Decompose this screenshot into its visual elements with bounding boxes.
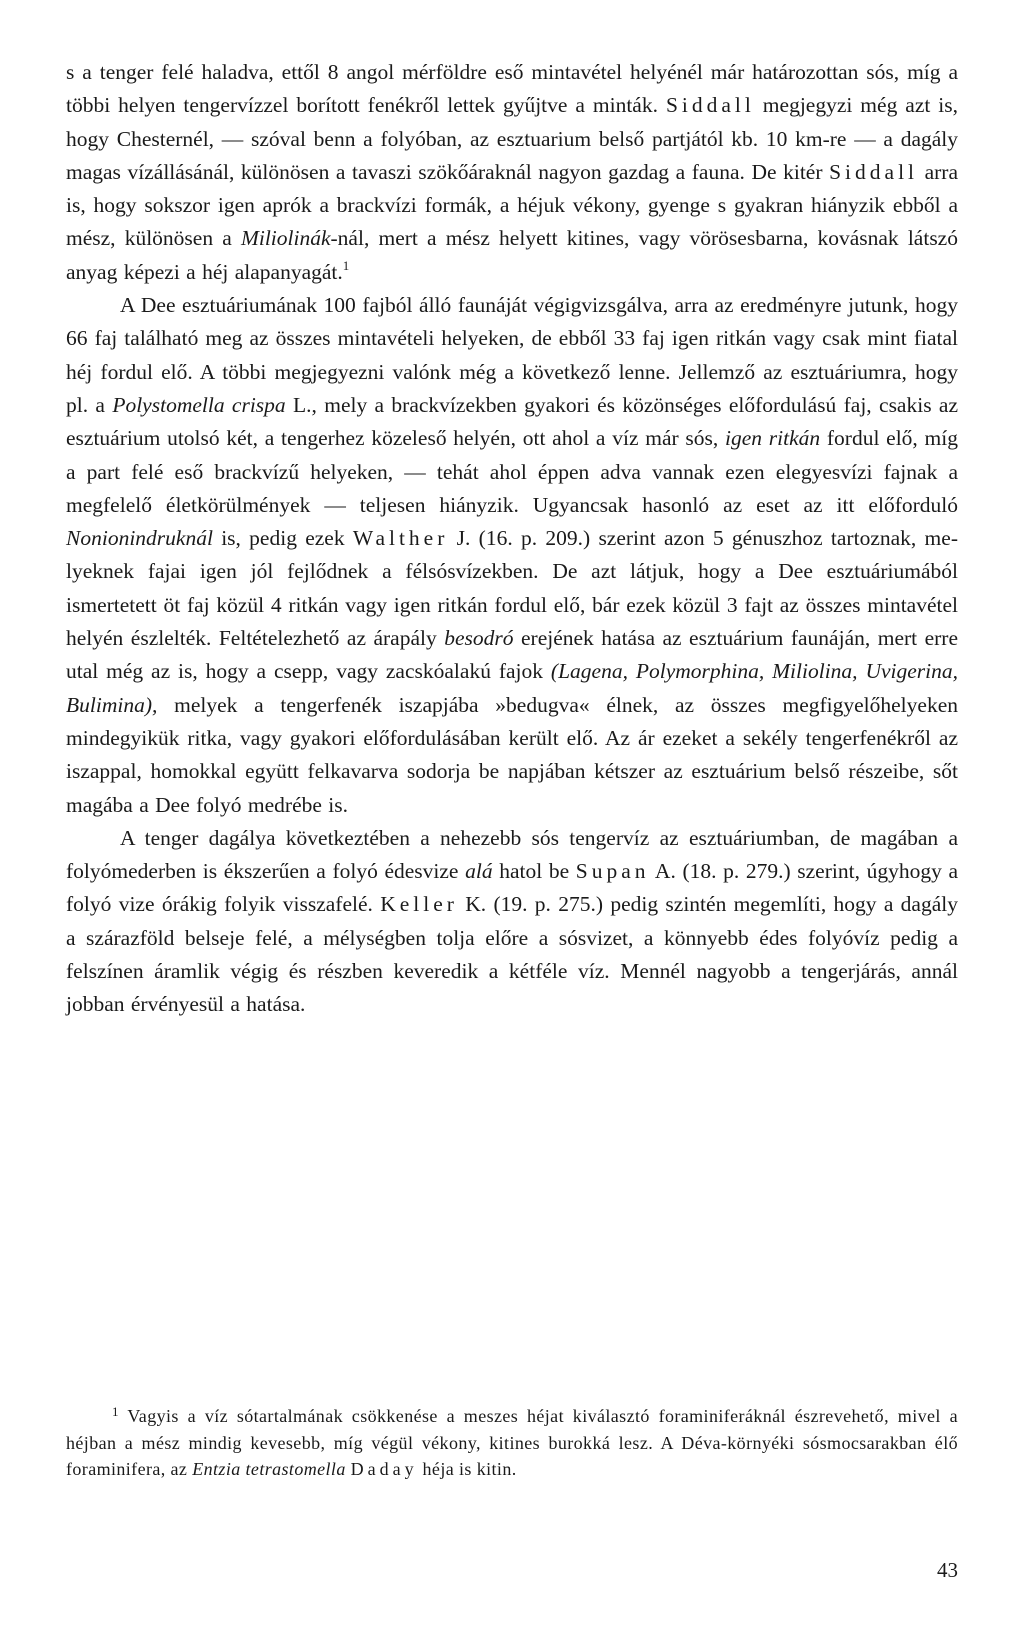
author-name: Daday: [350, 1459, 418, 1479]
author-name: Siddall: [665, 93, 755, 118]
paragraph-3: [66, 822, 958, 1022]
text: s a tenger felé haladva, ettől 8 angol mérföldre eső mintavétel helyénél már határozottan sós, míg a többi helyen tengervízzel borított fenékről lettek gyűjtve a minták.: [66, 60, 958, 118]
taxon-name: Miliolinák: [240, 226, 331, 251]
text: -nál, mert a mész helyett kitines, vagy vörösesbarna, kovásnak látszó anyag képezi a héj alapanyagát.: [66, 226, 958, 284]
emphasis: igen ritkán: [725, 426, 821, 451]
author-name: Walther: [352, 526, 449, 551]
text: Vagyis a víz sótartalmának csökkenése a meszes héjat kiválasztó foraminiferáknál észrevehető, mivel a héjban a mész mindig kevesebb, míg végül vékony, kitines burokká lesz. A Déva-környéki sósmocsarakban élő foraminifera, az: [66, 1406, 958, 1479]
text: megjegyzi még azt is, hogy Chesternél, — szóval benn a folyóban, az esztuarium belső partjától kb. 10 km-re — a dagály magas vízállásánál, különösen a tavaszi szökőáraknál nagyon gazdag a fauna. De kitér: [66, 93, 959, 184]
text: fordul elő, míg a part felé eső brackvízű helyeken, — tehát ahol éppen adva vannak ezen elegyesvízi fajnak a megfelelő életkörülmények — teljesen hiányzik. Ugyancsak hasonló az eset az itt előforduló: [66, 426, 959, 517]
emphasis: alá: [465, 859, 493, 884]
author-name: Siddall: [829, 159, 919, 184]
text: arra is, hogy sokszor igen aprók a brackvízi formák, a héjuk vékony, gyenge s gyakran hiányzik ebből a mész, különösen a: [66, 159, 959, 251]
text: héja is kitin.: [417, 1459, 517, 1479]
text: A. (18. p. 279.) szerint, úgyhogy a folyó vize órákig folyik visszafelé.: [66, 859, 958, 917]
taxon-list: (Lagena, Polymorphina, Miliolina, Uvigerina, Bulimina),: [66, 659, 958, 717]
author-name: Keller: [380, 892, 458, 917]
footnote-marker: 1: [112, 1404, 119, 1419]
text: A Dee esztuáriumának 100 fajból álló faunáját végigvizsgálva, arra az eredményre jutunk, hogy 66 faj található meg az összes mintavételi helyeken, de ebből 33 faj igen ritkán vagy csak mint fiatal héj fordul elő. A többi megjegyezni valónk még a következő lenne. Jellemző az esztuáriumra, hogy pl. a: [66, 293, 958, 417]
taxon-name: Polystomella crispa: [112, 392, 286, 417]
page-number: 43: [937, 1558, 958, 1582]
text: J. (16. p. 209.) szerint azon 5 génuszhoz tartoznak, melyeknek fajai igen jól fejlődnek a félsósvízekben. De azt látjuk, hogy a Dee esztuáriumából ismertetett öt faj közül 4 ritkán vagy igen ritkán fordul elő, bár ezek közül 3 fajt az összes mintavétel helyén észlelték. Feltételezhető az árapály: [66, 526, 958, 651]
text: erejének hatása az esztuárium faunáján, mert erre utal még az is, hogy a csepp, vagy zacskóalakú fajok: [66, 626, 959, 684]
text: melyek a tengerfenék iszapjába »bedugva« élnek, az összes megfigyelőhelyeken mindegyikük ritka, vagy gyakori előfordulásában került elő. Az ár ezeket a sekély tengerfenékről az iszappal, homokkal együtt felkavarva sodorja be napjában kétszer az esztuárium belső részeibe, sőt magába a Dee folyó medrébe is.: [66, 692, 958, 817]
taxon-name: Nonionindruknál: [66, 526, 213, 551]
text: A tenger dagálya következtében a nehezebb sós tengervíz az esztuáriumban, de magában a folyómederben is ékszerűen a folyó édesvize: [66, 825, 958, 884]
text: is, pedig ezek: [212, 526, 353, 551]
footnote-ref[interactable]: 1: [342, 257, 350, 273]
text: hatol be: [492, 859, 576, 884]
paragraph-1: [66, 56, 958, 289]
author-name: Supan: [575, 859, 650, 884]
text: L., mely a brackvízekben gyakori és közönséges előfordulású faj, csakis az esztuárium utolsó két, a tengerhez közeleső helyén, ott ahol a víz már sós,: [66, 392, 958, 451]
taxon-name: Entzia tetrastomella: [192, 1459, 346, 1479]
paragraph-2: [66, 289, 958, 822]
text: K. (19. p. 275.) pedig szintén megemlíti, hogy a dagály a szárazföld belseje felé, a mélységben tolja előre a sósvizet, a könnyebb édes folyóvíz pedig a felszínen áramlik végig és részben keveredik a kétféle víz. Mennél nagyobb a tengerjárás, annál jobban érvényesül a hatása.: [66, 892, 958, 1017]
footnote: [66, 1403, 958, 1483]
page-body: [66, 56, 958, 1022]
emphasis: besodró: [444, 626, 514, 651]
